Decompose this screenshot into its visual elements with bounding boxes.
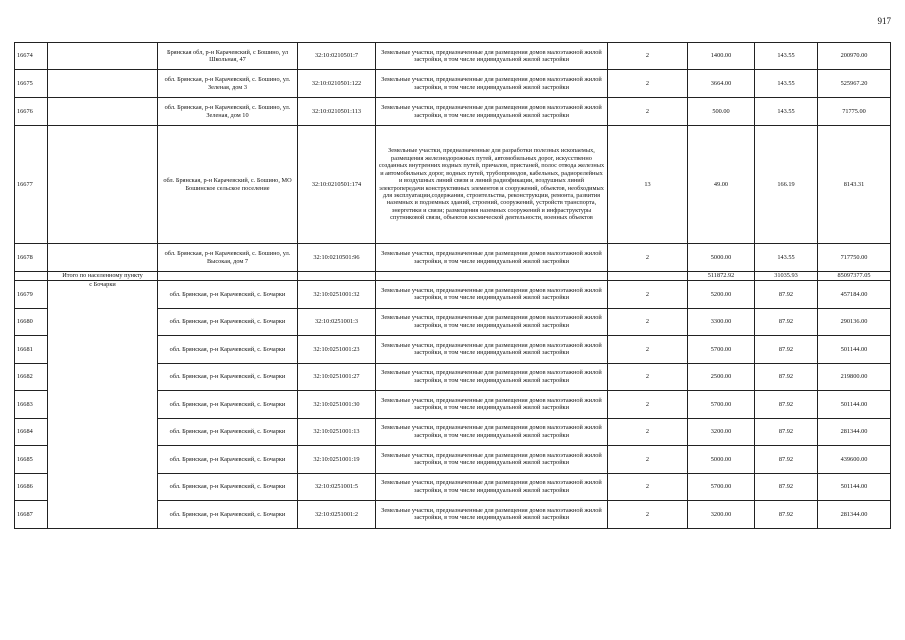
cadastral-number-cell: 32:10:0210501:113 xyxy=(298,98,376,126)
settlement-name-cell xyxy=(48,473,158,501)
permitted-use-cell: Земельные участки, предназначенные для размещения домов малоэтажной жилой застройки, в том числе индивидуальной жилой застройки xyxy=(376,281,608,309)
category-code-cell: 2 xyxy=(608,501,688,529)
total-area-cell: 511872.92 xyxy=(688,272,755,281)
category-code-cell: 2 xyxy=(608,418,688,446)
settlement-name-cell xyxy=(48,126,158,244)
settlement-name-cell xyxy=(48,281,158,309)
category-code-cell: 2 xyxy=(608,98,688,126)
category-code-cell: 2 xyxy=(608,391,688,419)
empty-cell xyxy=(608,272,688,281)
table-row xyxy=(15,336,891,364)
row-number-cell: 16686 xyxy=(15,473,48,501)
area-cell: 3200.00 xyxy=(688,418,755,446)
address-cell: обл. Брянская, р-н Карачевский, с. Бочарки xyxy=(158,308,298,336)
specific-value-cell: 87.92 xyxy=(755,473,818,501)
specific-value-cell: 143.55 xyxy=(755,98,818,126)
cadastral-value-cell: 281344.00 xyxy=(818,501,891,529)
cadastral-value-cell: 71775.00 xyxy=(818,98,891,126)
table-row xyxy=(15,391,891,419)
table-row xyxy=(15,98,891,126)
row-number-cell: 16674 xyxy=(15,43,48,70)
specific-value-cell: 87.92 xyxy=(755,308,818,336)
row-number-cell: 16684 xyxy=(15,418,48,446)
area-cell: 3300.00 xyxy=(688,308,755,336)
category-code-cell: 2 xyxy=(608,244,688,272)
permitted-use-cell: Земельные участки, предназначенные для размещения домов малоэтажной жилой застройки, в том числе индивидуальной жилой застройки xyxy=(376,70,608,98)
cadastral-number-cell: 32:10:0251001:27 xyxy=(298,363,376,391)
cadastral-number-cell: 32:10:0251001:19 xyxy=(298,446,376,474)
cadastral-value-cell: 525967.20 xyxy=(818,70,891,98)
cadastral-value-cell: 281344.00 xyxy=(818,418,891,446)
row-number-cell: 16675 xyxy=(15,70,48,98)
cadastral-value-cell: 8143.31 xyxy=(818,126,891,244)
permitted-use-cell: Земельные участки, предназначенные для разработки полезных ископаемых, размещения железнодорожных путей, автомобильных дорог, искусственно созданных внутренних водных путей, причалов, пристаней, полос отвода железных и автомобильных дорог, водных путей, трубопроводов, кабельных, радиорелейных и воздушных линий связи и линий радиофикации, воздушных линий электропередачи конструктивных элементов и сооружений, объектов, необходимых для эксплуатации,содержания, строительства, реконструкции, ремонта, развития наземных и подземных зданий, строений, сооружений, устройств транспорта, энергетики и связи; размещения наземных сооружений и инфраструктуры спутниковой связи, объектов космической деятельности, военных объектов xyxy=(376,126,608,244)
category-code-cell: 2 xyxy=(608,473,688,501)
address-cell: Брянская обл, р-н Карачевский, с Бошино, ул Школьная, 47 xyxy=(158,43,298,70)
address-cell: обл. Брянская, р-н Карачевский, с. Бочарки xyxy=(158,446,298,474)
row-number-cell: 16680 xyxy=(15,308,48,336)
permitted-use-cell: Земельные участки, предназначенные для размещения домов малоэтажной жилой застройки, в том числе индивидуальной жилой застройки xyxy=(376,501,608,529)
area-cell: 5700.00 xyxy=(688,391,755,419)
area-cell: 5000.00 xyxy=(688,244,755,272)
row-number-cell: 16676 xyxy=(15,98,48,126)
table-row xyxy=(15,446,891,474)
area-cell: 3200.00 xyxy=(688,501,755,529)
address-cell: обл. Брянская, р-н Карачевский, с. Бочарки xyxy=(158,391,298,419)
settlement-name-cell xyxy=(48,244,158,272)
cadastral-value-cell: 501144.00 xyxy=(818,336,891,364)
settlement-name-cell xyxy=(48,43,158,70)
specific-value-cell: 87.92 xyxy=(755,281,818,309)
cadastral-number-cell: 32:10:0210501:122 xyxy=(298,70,376,98)
address-cell: обл. Брянская, р-н Карачевский, с. Бочарки xyxy=(158,418,298,446)
total-rate-cell: 31035.93 xyxy=(755,272,818,281)
specific-value-cell: 87.92 xyxy=(755,418,818,446)
category-code-cell: 2 xyxy=(608,363,688,391)
specific-value-cell: 87.92 xyxy=(755,363,818,391)
cadastral-number-cell: 32:10:0210501:96 xyxy=(298,244,376,272)
specific-value-cell: 87.92 xyxy=(755,391,818,419)
area-cell: 5700.00 xyxy=(688,473,755,501)
specific-value-cell: 166.19 xyxy=(755,126,818,244)
total-label-cell: Итого по населенному пункту xyxy=(48,272,158,281)
settlement-name-cell xyxy=(48,336,158,364)
cadastral-value-cell: 501144.00 xyxy=(818,391,891,419)
category-code-cell: 2 xyxy=(608,43,688,70)
category-code-cell: 2 xyxy=(608,446,688,474)
empty-cell xyxy=(158,272,298,281)
settlement-name-cell xyxy=(48,391,158,419)
page-number: 917 xyxy=(877,16,891,26)
specific-value-cell: 143.55 xyxy=(755,43,818,70)
cadastral-value-cell: 290136.00 xyxy=(818,308,891,336)
area-cell: 5700.00 xyxy=(688,336,755,364)
specific-value-cell: 143.55 xyxy=(755,244,818,272)
settlement-name-cell xyxy=(48,418,158,446)
area-cell: 49.00 xyxy=(688,126,755,244)
address-cell: обл. Брянская, р-н Карачевский, с. Бошино, ул. Зеленая, дом 10 xyxy=(158,98,298,126)
permitted-use-cell: Земельные участки, предназначенные для размещения домов малоэтажной жилой застройки, в том числе индивидуальной жилой застройки xyxy=(376,336,608,364)
address-cell: обл. Брянская, р-н Карачевский, с. Бочарки xyxy=(158,473,298,501)
table-row xyxy=(15,308,891,336)
table-row xyxy=(15,70,891,98)
cadastral-number-cell: 32:10:0210501:7 xyxy=(298,43,376,70)
permitted-use-cell: Земельные участки, предназначенные для размещения домов малоэтажной жилой застройки, в том числе индивидуальной жилой застройки xyxy=(376,43,608,70)
specific-value-cell: 87.92 xyxy=(755,336,818,364)
cadastral-number-cell: 32:10:0251001:3 xyxy=(298,308,376,336)
cadastral-number-cell: 32:10:0251001:2 xyxy=(298,501,376,529)
cadastral-number-cell: 32:10:0210501:174 xyxy=(298,126,376,244)
permitted-use-cell: Земельные участки, предназначенные для размещения домов малоэтажной жилой застройки, в том числе индивидуальной жилой застройки xyxy=(376,418,608,446)
category-code-cell: 2 xyxy=(608,308,688,336)
address-cell: обл. Брянская, р-н Карачевский, с. Бочарки xyxy=(158,363,298,391)
table-row xyxy=(15,501,891,529)
row-number-cell: 16682 xyxy=(15,363,48,391)
permitted-use-cell: Земельные участки, предназначенные для размещения домов малоэтажной жилой застройки, в том числе индивидуальной жилой застройки xyxy=(376,446,608,474)
area-cell: 1400.00 xyxy=(688,43,755,70)
area-cell: 500.00 xyxy=(688,98,755,126)
address-cell: обл. Брянская, р-н Карачевский, с. Бошино, МО Бошинское сельское поселение xyxy=(158,126,298,244)
permitted-use-cell: Земельные участки, предназначенные для размещения домов малоэтажной жилой застройки, в том числе индивидуальной жилой застройки xyxy=(376,391,608,419)
cadastral-value-cell: 219800.00 xyxy=(818,363,891,391)
table-row xyxy=(15,281,891,309)
empty-cell xyxy=(298,272,376,281)
row-number-cell: 16677 xyxy=(15,126,48,244)
address-cell: обл. Брянская, р-н Карачевский, с. Бочарки xyxy=(158,281,298,309)
total-value-cell: 85097377.05 xyxy=(818,272,891,281)
permitted-use-cell: Земельные участки, предназначенные для размещения домов малоэтажной жилой застройки, в том числе индивидуальной жилой застройки xyxy=(376,473,608,501)
table-row xyxy=(15,43,891,70)
area-cell: 5200.00 xyxy=(688,281,755,309)
address-cell: обл. Брянская, р-н Карачевский, с. Бочарки xyxy=(158,501,298,529)
table-row xyxy=(15,363,891,391)
cadastral-number-cell: 32:10:0251001:30 xyxy=(298,391,376,419)
cadastral-value-cell: 439600.00 xyxy=(818,446,891,474)
table-row xyxy=(15,126,891,244)
cadastral-value-cell: 457184.00 xyxy=(818,281,891,309)
specific-value-cell: 87.92 xyxy=(755,446,818,474)
cadastral-number-cell: 32:10:0251001:13 xyxy=(298,418,376,446)
area-cell: 2500.00 xyxy=(688,363,755,391)
settlement-name-cell xyxy=(48,446,158,474)
settlement-name-cell xyxy=(48,501,158,529)
table-row xyxy=(15,244,891,272)
settlement-name-cell xyxy=(48,363,158,391)
area-cell: 3664.00 xyxy=(688,70,755,98)
total-row xyxy=(15,272,891,281)
settlement-name-cell xyxy=(48,308,158,336)
category-code-cell: 2 xyxy=(608,336,688,364)
table-row xyxy=(15,418,891,446)
permitted-use-cell: Земельные участки, предназначенные для размещения домов малоэтажной жилой застройки, в том числе индивидуальной жилой застройки xyxy=(376,308,608,336)
row-number-cell: 16683 xyxy=(15,391,48,419)
table-row xyxy=(15,473,891,501)
area-cell: 5000.00 xyxy=(688,446,755,474)
settlement-name: с Бочарки xyxy=(89,281,116,288)
category-code-cell: 13 xyxy=(608,126,688,244)
cadastral-value-cell: 717750.00 xyxy=(818,244,891,272)
empty-cell xyxy=(15,272,48,281)
category-code-cell: 2 xyxy=(608,281,688,309)
cadastral-number-cell: 32:10:0251001:23 xyxy=(298,336,376,364)
settlement-name-cell xyxy=(48,70,158,98)
cadastral-value-cell: 501144.00 xyxy=(818,473,891,501)
category-code-cell: 2 xyxy=(608,70,688,98)
specific-value-cell: 143.55 xyxy=(755,70,818,98)
cadastral-number-cell: 32:10:0251001:5 xyxy=(298,473,376,501)
permitted-use-cell: Земельные участки, предназначенные для размещения домов малоэтажной жилой застройки, в том числе индивидуальной жилой застройки xyxy=(376,244,608,272)
row-number-cell: 16679 xyxy=(15,281,48,309)
permitted-use-cell: Земельные участки, предназначенные для размещения домов малоэтажной жилой застройки, в том числе индивидуальной жилой застройки xyxy=(376,98,608,126)
cadastral-number-cell: 32:10:0251001:32 xyxy=(298,281,376,309)
cadastral-value-cell: 200970.00 xyxy=(818,43,891,70)
row-number-cell: 16681 xyxy=(15,336,48,364)
land-register-table xyxy=(14,42,891,529)
row-number-cell: 16678 xyxy=(15,244,48,272)
permitted-use-cell: Земельные участки, предназначенные для размещения домов малоэтажной жилой застройки, в том числе индивидуальной жилой застройки xyxy=(376,363,608,391)
specific-value-cell: 87.92 xyxy=(755,501,818,529)
row-number-cell: 16687 xyxy=(15,501,48,529)
address-cell: обл. Брянская, р-н Карачевский, с. Бошино, ул. Зеленая, дом 3 xyxy=(158,70,298,98)
settlement-name-cell xyxy=(48,98,158,126)
address-cell: обл. Брянская, р-н Карачевский, с. Бошино, ул. Высокая, дом 7 xyxy=(158,244,298,272)
address-cell: обл. Брянская, р-н Карачевский, с. Бочарки xyxy=(158,336,298,364)
empty-cell xyxy=(376,272,608,281)
row-number-cell: 16685 xyxy=(15,446,48,474)
